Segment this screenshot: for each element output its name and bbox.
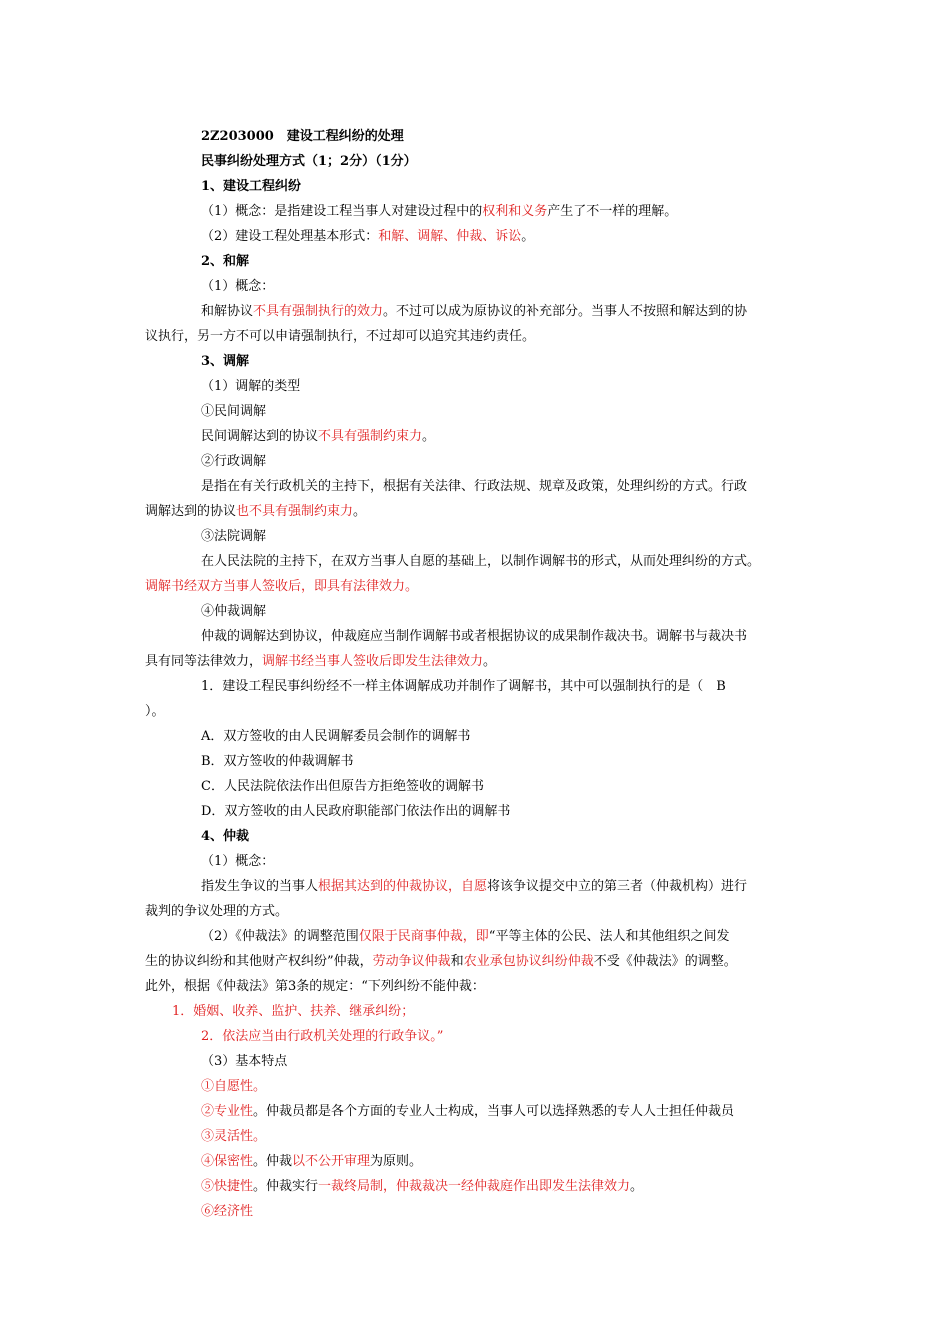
feature-6: ⑥经济性 (201, 1204, 254, 1219)
feature-1: ①自愿性。 (201, 1079, 267, 1094)
text-line-31: 指发生争议的当事人根据其达到的仲裁协议，自愿将该争议提交中立的第三者（仲裁机构）进行 (201, 879, 748, 894)
text-line-13: 民间调解达到的协议不具有强制约束力。 (201, 429, 436, 444)
question-stem: 1．建设工程民事纠纷经不一样主体调解成功并制作了调解书，其中可以强制执行的是（ B (201, 679, 726, 694)
text-line-17: ③法院调解 (201, 529, 267, 544)
section-code-title: 2Z203000 建设工程纠纷的处理 (201, 129, 404, 144)
feature-5: ⑤快捷性。仲裁实行一裁终局制，仲裁裁决一经仲裁庭作出即发生法律效力。 (201, 1179, 644, 1194)
exclusion-2: 2．依法应当由行政机关处理的行政争议。” (201, 1029, 444, 1044)
option-c: C．人民法院依法作出但原告方拒绝签收的调解书 (201, 779, 484, 794)
text-line-22: 具有同等法律效力，调解书经当事人签收后即发生法律效力。 (145, 654, 497, 669)
text-line-8: 和解协议不具有强制执行的效力。不过可以成为原协议的补充部分。当事人不按照和解达到的协 (201, 304, 748, 319)
feature-3: ③灵活性。 (201, 1129, 267, 1144)
text-line-5: （2）建设工程处理基本形式：和解、调解、仲裁、诉讼。 (201, 229, 535, 244)
text-line-11: （1）调解的类型 (201, 379, 301, 394)
feature-2: ②专业性。仲裁员都是各个方面的专业人士构成，当事人可以选择熟悉的专人人士担任仲裁员 (201, 1104, 735, 1119)
text-line-34: 生的协议纠纷和其他财产权纠纷”仲裁，劳动争议仲裁和农业承包协议纠纷仲裁不受《仲裁法》的调整。 (145, 954, 737, 969)
text-line-38: （3）基本特点 (201, 1054, 288, 1069)
heading-4: 4、仲裁 (201, 829, 250, 844)
text-line-30: （1）概念： (201, 854, 275, 869)
heading-1: 1、建设工程纠纷 (201, 179, 302, 194)
text-line-21: 仲裁的调解达到协议，仲裁庭应当制作调解书或者根据协议的成果制作裁决书。调解书与裁决书 (201, 629, 748, 644)
feature-4: ④保密性。仲裁以不公开审理为原则。 (201, 1154, 423, 1169)
heading-3: 3、调解 (201, 354, 250, 369)
text-line-4: （1）概念：是指建设工程当事人对建设过程中的权利和义务产生了不一样的理解。 (201, 204, 678, 219)
question-stem-end: ）。 (145, 704, 165, 719)
option-a: A．双方签收的由人民调解委员会制作的调解书 (201, 729, 471, 744)
option-d: D．双方签收的由人民政府职能部门依法作出的调解书 (201, 804, 511, 819)
exclusion-1: 1．婚姻、收养、监护、扶养、继承纠纷； (172, 1004, 415, 1019)
text-line-35: 此外，根据《仲裁法》第3条的规定：“下列纠纷不能仲裁： (145, 979, 485, 994)
text-line-32: 裁判的争议处理的方式。 (145, 904, 289, 919)
text-line-33: （2）《仲裁法》的调整范围仅限于民商事仲裁，即“平等主体的公民、法人和其他组织之间发 (201, 929, 730, 944)
text-line-9: 议执行，另一方不可以申请强制执行，不过却可以追究其违约责任。 (145, 329, 536, 344)
option-b: B．双方签收的仲裁调解书 (201, 754, 354, 769)
heading-civil-dispute: 民事纠纷处理方式（1；2分）（1分） (201, 154, 417, 169)
text-line-7: （1）概念： (201, 279, 275, 294)
heading-2: 2、和解 (201, 254, 250, 269)
text-line-20: ④仲裁调解 (201, 604, 267, 619)
text-line-12: ①民间调解 (201, 404, 267, 419)
text-line-19: 调解书经双方当事人签收后，即具有法律效力。 (145, 579, 419, 594)
text-line-18: 在人民法院的主持下，在双方当事人自愿的基础上，以制作调解书的形式，从而处理纠纷的方式。 (201, 554, 761, 569)
text-line-14: ②行政调解 (201, 454, 267, 469)
text-line-16: 调解达到的协议也不具有强制约束力。 (145, 504, 367, 519)
text-line-15: 是指在有关行政机关的主持下，根据有关法律、行政法规、规章及政策，处理纠纷的方式。行政 (201, 479, 748, 494)
